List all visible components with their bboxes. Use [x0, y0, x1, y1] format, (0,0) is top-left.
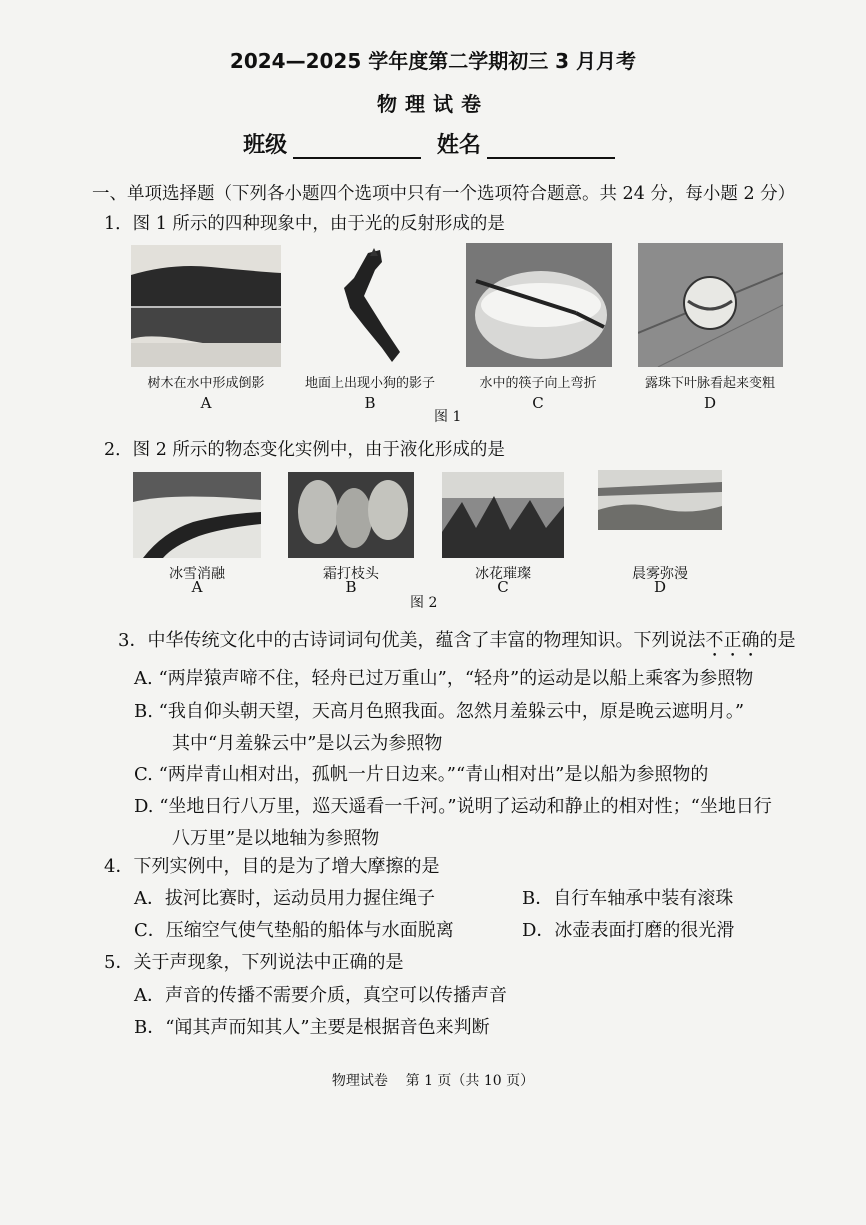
class-blank	[293, 135, 421, 159]
q2-letter-d: D	[653, 578, 667, 596]
q1-letter-d: D	[703, 394, 717, 412]
class-label: 班级	[243, 133, 288, 158]
q2-letter-c: C	[497, 578, 509, 596]
q3-option-b-line2: 其中“月羞躲云中”是以云为参照物	[172, 733, 443, 754]
q3-option-d-line1: D. “坐地日行八万里，巡天遥看一千河。”说明了运动和静止的相对性；“坐地日行	[134, 796, 772, 817]
q2-letter-a: A	[191, 578, 203, 596]
q3-stem-prefix: 3．中华传统文化中的古诗词词句优美，蕴含了丰富的物理知识。下列说法	[118, 630, 706, 651]
figure-1-label: 图 1	[434, 409, 462, 425]
q5-option-b: B．“闻其声而知其人”主要是根据音色来判断	[134, 1017, 490, 1038]
q4-stem: 4．下列实例中，目的是为了增大摩擦的是	[104, 856, 440, 877]
q3-option-d-line2: 八万里”是以地轴为参照物	[172, 828, 380, 849]
q5-option-a: A．声音的传播不需要介质，真空可以传播声音	[134, 985, 507, 1006]
q3-option-c: C. “两岸青山相对出，孤帆一片日边来。”“青山相对出”是以船为参照物的	[134, 764, 709, 785]
q2-image-a-melting-snow	[133, 472, 261, 558]
q5-stem: 5．关于声现象，下列说法中正确的是	[104, 952, 404, 973]
q3-stem-suffix: 的是	[759, 630, 796, 651]
section-heading: 一、单项选择题（下列各小题四个选项中只有一个选项符合题意。共 24 分，每小题 2 分）	[92, 184, 796, 204]
q2-caption-b: 霜打枝头	[323, 566, 379, 582]
q4-option-c: C．压缩空气使气垫船的船体与水面脱离	[134, 920, 454, 941]
exam-title: 2024—2025 学年度第二学期初三 3 月月考	[229, 49, 637, 73]
q1-caption-d: 露珠下叶脉看起来变粗	[644, 376, 775, 391]
q1-caption-a: 树木在水中形成倒影	[147, 376, 265, 391]
figure-2-label: 图 2	[410, 595, 438, 611]
q3-stem	[118, 626, 795, 661]
q1-image-b-dog-shadow	[320, 248, 430, 368]
q4-option-b: B．自行车轴承中装有滚珠	[522, 888, 734, 909]
q2-image-d-morning-fog	[598, 470, 722, 530]
q1-letter-c: C	[532, 394, 544, 412]
page-footer: 物理试卷 第 1 页（共 10 页）	[331, 1073, 535, 1089]
q1-image-d-dewdrop	[638, 243, 783, 367]
q2-image-c-ice-flowers	[442, 472, 564, 558]
q1-stem: 1．图 1 所示的四种现象中，由于光的反射形成的是	[104, 214, 505, 234]
student-info-row	[0, 128, 866, 159]
name-blank	[487, 135, 615, 159]
q1-letter-b: B	[364, 394, 376, 412]
q1-image-c-chopsticks	[466, 243, 612, 367]
q1-caption-b: 地面上出现小狗的影子	[304, 376, 435, 391]
q1-letter-a: A	[200, 394, 212, 412]
q2-letter-b: B	[345, 578, 357, 596]
q2-stem: 2．图 2 所示的物态变化实例中，由于液化形成的是	[104, 440, 505, 460]
q4-option-a: A．拔河比赛时，运动员用力握住绳子	[134, 888, 435, 909]
q3-option-a: A. “两岸猿声啼不住，轻舟已过万重山”，“轻舟”的运动是以船上乘客为参照物	[134, 668, 754, 689]
q2-caption-d: 晨雾弥漫	[632, 566, 688, 582]
name-label: 姓名	[436, 133, 481, 158]
q2-image-b-frost	[288, 472, 414, 558]
q1-caption-c: 水中的筷子向上弯折	[479, 376, 597, 391]
q2-caption-c: 冰花璀璨	[475, 566, 531, 582]
q3-option-b-line1: B. “我自仰头朝天望，天高月色照我面。忽然月羞躲云中，原是晚云遮明月。”	[134, 701, 745, 722]
q2-caption-a: 冰雪消融	[169, 566, 225, 582]
q3-stem-emphasis: 不正确	[705, 630, 760, 651]
subject-title: 物理试卷	[377, 92, 489, 116]
q1-image-a-reflection	[131, 245, 281, 367]
q4-option-d: D．冰壶表面打磨的很光滑	[522, 920, 735, 941]
